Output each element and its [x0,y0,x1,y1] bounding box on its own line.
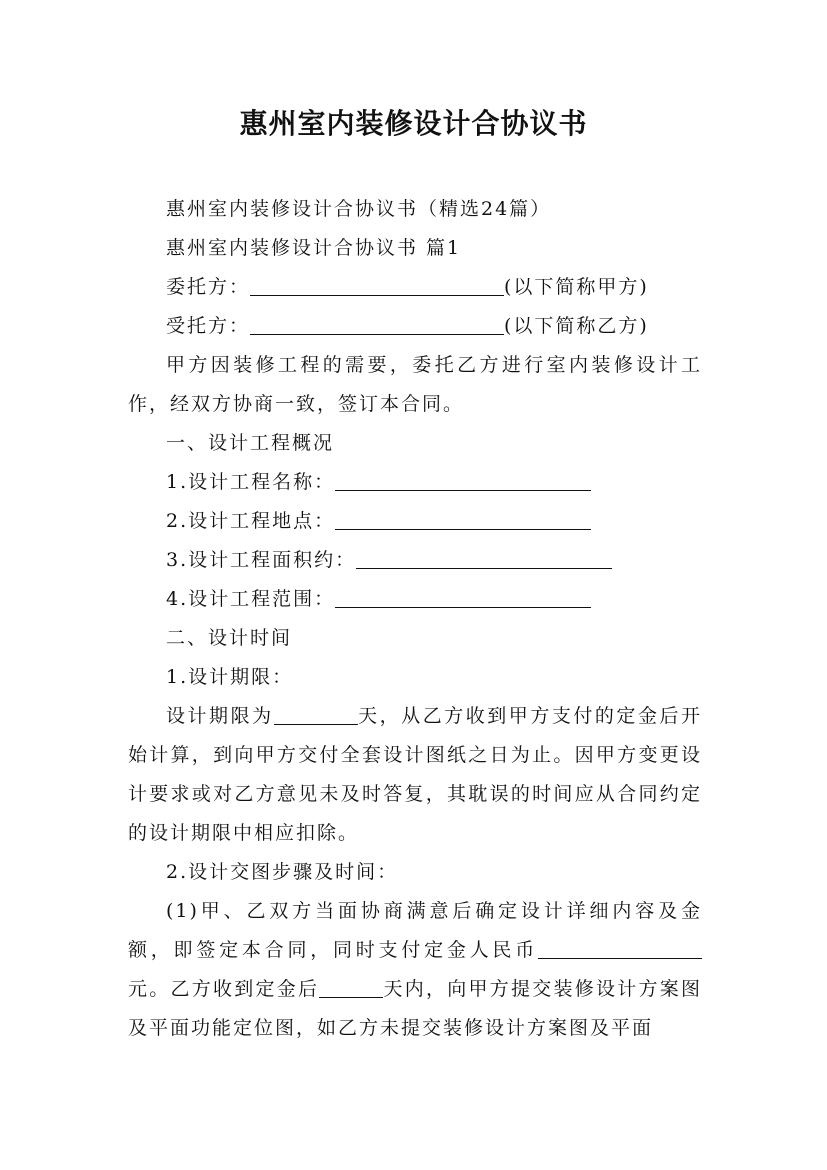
period-rest: 天，从乙方收到甲方支付的定金后开始计算，到向甲方交付全套设计图纸之日为止。因甲方变更设计要求或对乙方意见未及时答复，其耽误的时间应从合同约定的设计期限中相应扣除。 [128,705,702,844]
project-scope-line [128,580,702,619]
contractor-suffix: (以下简称乙方) [504,315,649,337]
contractor-label: 受托方： [166,315,251,337]
project-name-label: 1.设计工程名称： [166,471,336,493]
project-area-blank [356,548,612,569]
submission-days-blank [319,977,383,998]
section-heading-1: 一、设计工程概况 [166,432,335,454]
step1-text-c: 天内，向甲方提交装修设计方案图及平面功能定位图，如乙方未提交装修设计方案图及平面 [128,978,702,1039]
period-days-blank [274,704,358,725]
project-location-blank [335,509,591,530]
project-location-line [128,502,702,541]
client-blank [250,275,504,296]
client-suffix: (以下简称甲方) [504,276,649,298]
step1-text-a: (1)甲、乙双方当面协商满意后确定设计详细内容及金额，即签定本合同，同时支付定金人民币 [128,900,702,961]
project-name-line [128,463,702,502]
contractor-blank [250,314,504,335]
design-period-heading: 1.设计期限： [166,666,294,688]
delivery-steps-heading: 2.设计交图步骤及时间： [166,861,399,883]
project-location-label: 2.设计工程地点： [166,510,336,532]
step1-text-b: 元。乙方收到定金后 [128,978,320,1000]
project-area-label: 3.设计工程面积约： [166,549,357,571]
deposit-amount-blank [538,938,702,959]
project-name-blank [335,470,591,491]
step-1-paragraph [128,892,702,1048]
document-title: 惠州室内装修设计合协议书 [239,107,588,140]
intro-paragraph: 甲方因装修工程的需要，委托乙方进行室内装修设计工作，经双方协商一致，签订本合同。 [128,354,702,415]
project-area-line [128,541,702,580]
subtitle: 惠州室内装修设计合协议书（精选24篇） [166,198,552,220]
design-period-paragraph [128,697,702,853]
project-scope-label: 4.设计工程范围： [166,588,336,610]
client-label: 委托方： [166,276,251,298]
project-scope-blank [335,587,591,608]
part-heading: 惠州室内装修设计合协议书 篇1 [166,237,462,259]
document-body [128,190,702,1048]
contractor-line [128,307,702,346]
period-prefix: 设计期限为 [166,705,274,727]
client-line [128,268,702,307]
section-heading-2: 二、设计时间 [166,627,293,649]
